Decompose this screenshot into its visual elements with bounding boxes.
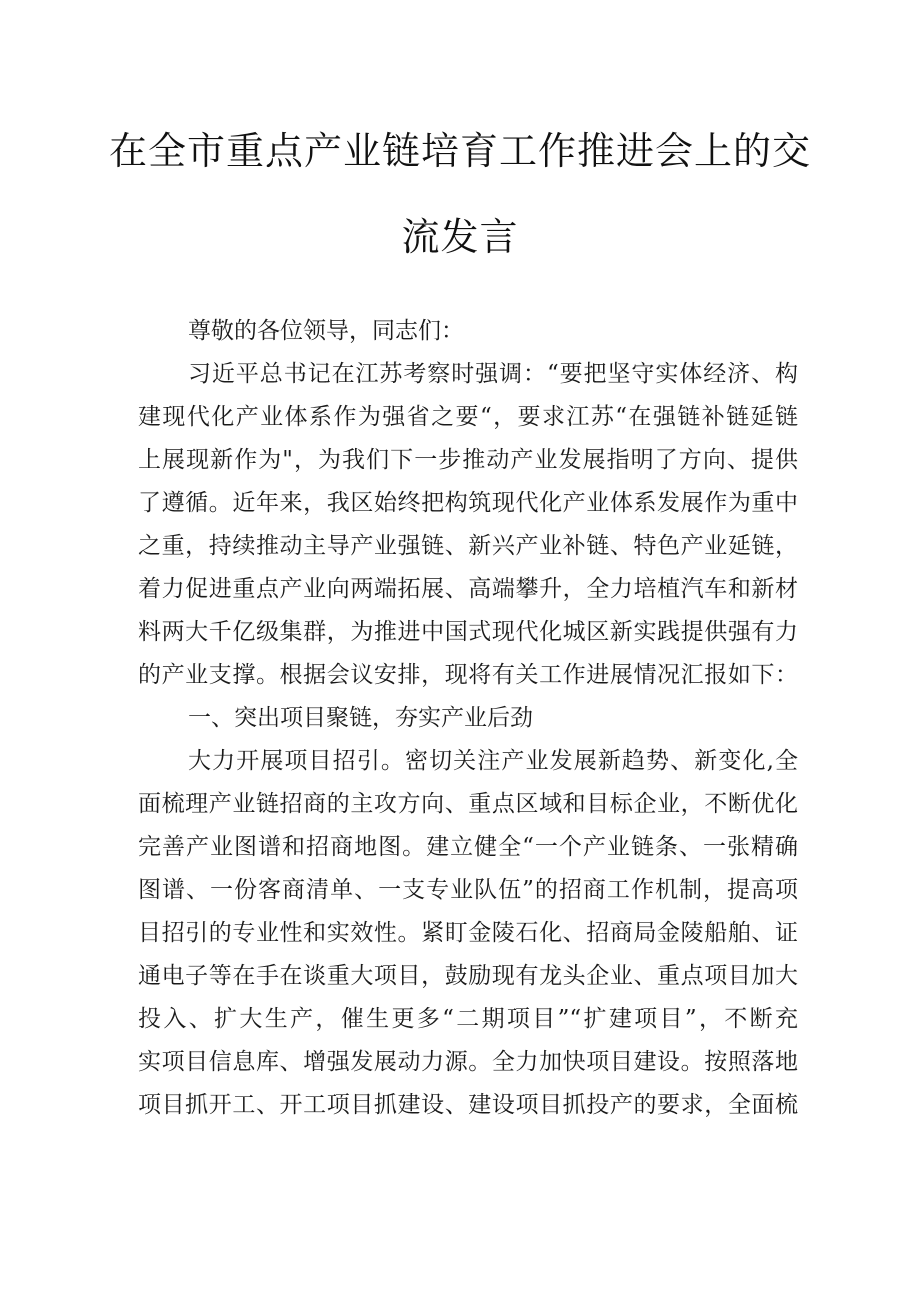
paragraph-line: 投入、扩大生产，催生更多“二期项目”“扩建项目”，不断充 bbox=[138, 1006, 798, 1032]
paragraph-line: 图谱、一份客商清单、一支专业队伍”的招商工作机制，提高项 bbox=[138, 877, 798, 903]
paragraph-line: 通电子等在手在谈重大项目，鼓励现有龙头企业、重点项目加大 bbox=[138, 963, 798, 989]
paragraph-line: 上展现新作为"，为我们下一步推动产业发展指明了方向、提供 bbox=[138, 447, 798, 473]
salutation: 尊敬的各位领导，同志们： bbox=[188, 318, 464, 344]
paragraph-line: 目招引的专业性和实效性。紧盯金陵石化、招商局金陵船舶、证 bbox=[138, 920, 798, 946]
paragraph-line: 项目抓开工、开工项目抓建设、建设项目抓投产的要求，全面梳 bbox=[138, 1092, 798, 1118]
paragraph-line: 大力开展项目招引。密切关注产业发展新趋势、新变化,全 bbox=[188, 748, 798, 774]
document-title-line-2: 流发言 bbox=[401, 215, 519, 259]
paragraph-line: 着力促进重点产业向两端拓展、高端攀升，全力培植汽车和新材 bbox=[138, 576, 798, 602]
paragraph-line: 面梳理产业链招商的主攻方向、重点区域和目标企业，不断优化 bbox=[138, 791, 798, 817]
paragraph-line: 的产业支撑。根据会议安排，现将有关工作进展情况汇报如下： bbox=[138, 662, 798, 688]
paragraph-line: 之重，持续推动主导产业强链、新兴产业补链、特色产业延链， bbox=[138, 533, 798, 559]
paragraph-line: 了遵循。近年来，我区始终把构筑现代化产业体系发展作为重中 bbox=[138, 490, 798, 516]
paragraph-line: 建现代化产业体系作为强省之要“，要求江苏“在强链补链延链 bbox=[138, 404, 798, 430]
paragraph-line: 习近平总书记在江苏考察时强调：“要把坚守实体经济、构 bbox=[188, 361, 798, 387]
paragraph-line: 实项目信息库、增强发展动力源。全力加快项目建设。按照落地 bbox=[138, 1049, 798, 1075]
section-heading: 一、突出项目聚链，夯实产业后劲 bbox=[188, 705, 533, 731]
paragraph-line: 完善产业图谱和招商地图。建立健全“一个产业链条、一张精确 bbox=[138, 834, 798, 860]
document-title-line-1: 在全市重点产业链培育工作推进会上的交 bbox=[108, 129, 811, 173]
paragraph-line: 料两大千亿级集群，为推进中国式现代化城区新实践提供强有力 bbox=[138, 619, 798, 645]
